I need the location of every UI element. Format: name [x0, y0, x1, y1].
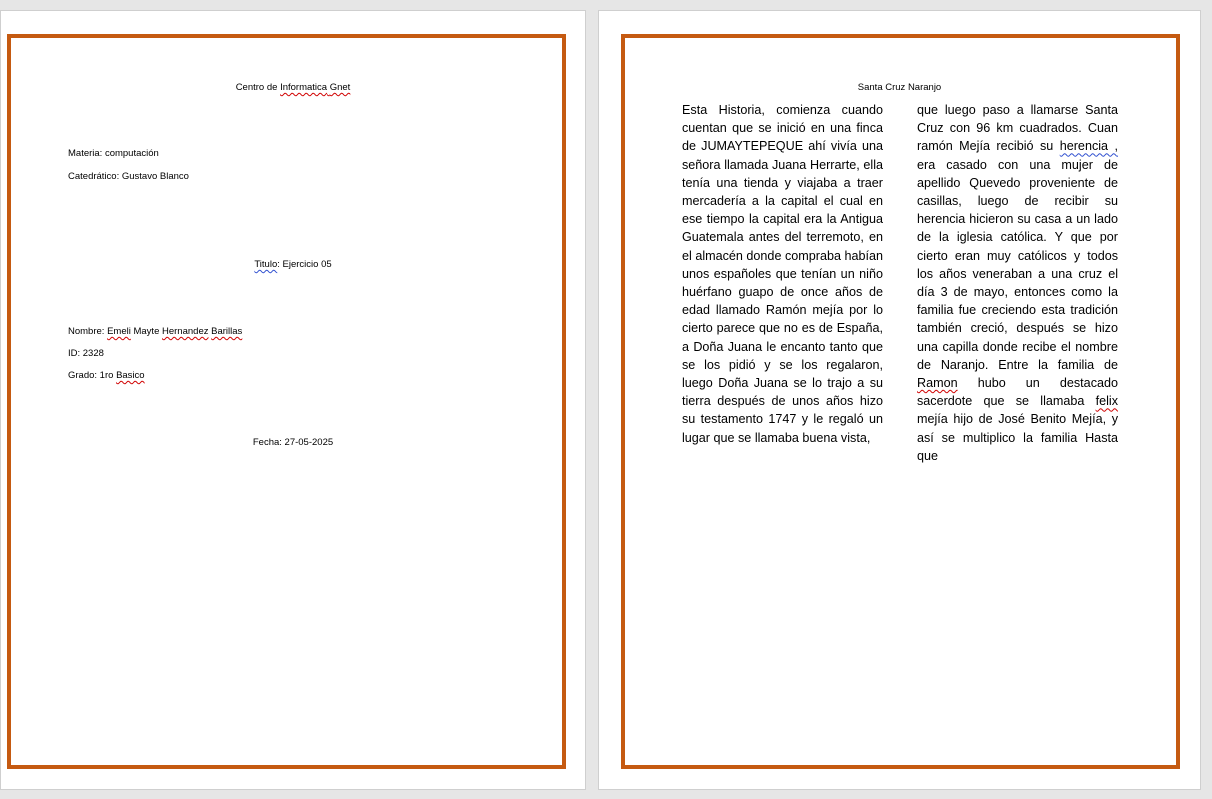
story-page	[598, 10, 1201, 790]
nombre-word: Hernandez	[162, 326, 209, 337]
text-column-right	[917, 101, 1118, 465]
nombre-label: Nombre:	[68, 326, 108, 337]
id-line: ID: 2328	[68, 348, 104, 359]
text-column-left: Esta Historia, comienza cuando cuentan que se inició en una finca de JUMAYTEPEQUE ahí vivía una señora llamada Juana Herrarte, ella tenía una tienda y viajaba a traer mercadería a la capital el cual en ese tiempo la capital era la Antigua Guatemala antes del terremoto, en el almacén donde compraba habían unos españoles que tenían un niño huérfano guapo de once años de edad llamado Ramón mejía por lo cierto parece que no es de España, a Doña Juana le encanto tanto que se los pidió y se los regalaron, luego Doña Juana se lo trajo a su tierra después de unos años hizo su testamento 1747 y le regaló un lugar que se llamaba buena vista,	[682, 103, 883, 445]
header-word-informatica: Informatica	[280, 82, 328, 93]
catedratico-line: Catedrático: Gustavo Blanco	[68, 171, 189, 182]
grado-line	[68, 370, 145, 382]
grammar-flagged-word: herencia ,	[1059, 139, 1119, 154]
titulo-label: Titulo	[254, 259, 278, 270]
paragraph-text: mejía hijo de José Benito Mejía, y así se multiplico la familia Hasta que	[917, 412, 1118, 463]
paragraph-text: hubo un destacado sacerdote que se llamaba	[917, 376, 1118, 409]
nombre-word: Barillas	[211, 326, 243, 337]
header-word-gnet: Gnet	[329, 82, 351, 93]
nombre-word: Mayte	[130, 326, 162, 337]
materia-line: Materia: computación	[68, 148, 159, 159]
story-title: Santa Cruz Naranjo	[857, 82, 942, 93]
page-border	[7, 34, 566, 769]
cover-page	[0, 10, 586, 790]
spelling-flagged-word: felix	[1095, 394, 1118, 409]
paragraph-text: que luego paso a llamarse Santa Cruz con 96 km cuadrados. Cuan ramón Mejía recibió su	[917, 103, 1118, 154]
grado-word: Basico	[116, 370, 145, 381]
titulo-line	[1, 259, 585, 271]
grado-label: Grado: 1ro	[68, 370, 117, 381]
titulo-value: : Ejercicio 05	[277, 259, 332, 270]
cover-header	[1, 82, 585, 94]
nombre-line	[68, 326, 242, 338]
header-text: Centro de	[235, 82, 281, 93]
paragraph-text: era casado con una mujer de apellido Quevedo proveniente de casillas, luego de recibir su herencia hicieron su casa a un lado de la iglesia católica. Y que por cierto eran muy católicos y todos los años veneraban a una cruz el día 3 de mayo, entonces como la familia fue creciendo esta tradición también creció, después se hizo una capilla donde recibe el nombre de Naranjo. Entre la familia de	[917, 157, 1118, 372]
spelling-flagged-word: Ramon	[917, 376, 958, 391]
nombre-word: Emeli	[107, 326, 131, 337]
fecha-line: Fecha: 27-05-2025	[252, 437, 334, 448]
